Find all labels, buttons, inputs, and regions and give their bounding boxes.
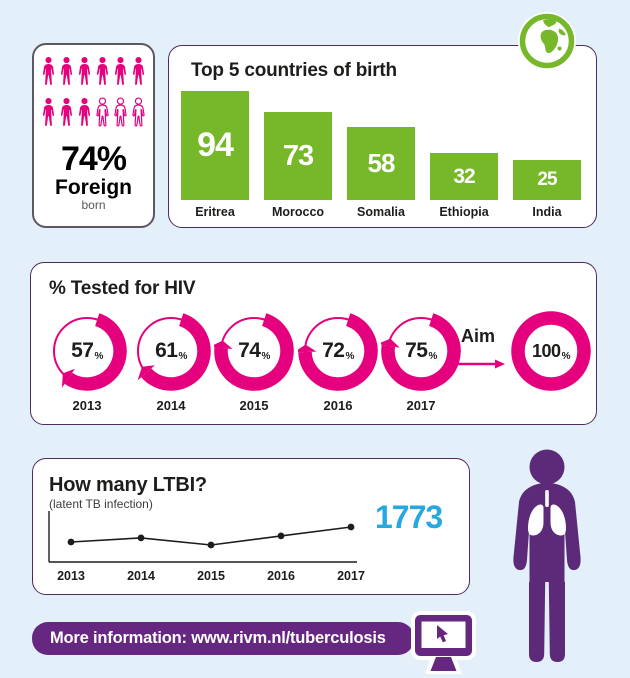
donut-value: 72 %: [322, 339, 354, 362]
footer-link-text[interactable]: More information: www.rivm.nl/tuberculosis: [50, 629, 386, 647]
x-tick-label: 2015: [197, 569, 225, 583]
x-tick-label: 2014: [127, 569, 155, 583]
hiv-chart-title: % Tested for HIV: [49, 278, 196, 299]
donut-item: [214, 311, 294, 413]
line-point: [208, 542, 215, 549]
donut-value: 74 %: [238, 339, 270, 362]
foreign-born-percent: 74%: [60, 140, 127, 178]
donut-item: [47, 311, 127, 413]
person-pictogram-icon: [76, 52, 93, 92]
donut-year-label: 2016: [323, 398, 353, 413]
bar: 32: [430, 153, 498, 200]
globe-icon: [518, 12, 576, 70]
ltbi-chart-title: How many LTBI?: [49, 474, 207, 496]
person-pictogram-icon: [112, 52, 129, 92]
countries-chart-title: Top 5 countries of birth: [191, 60, 397, 81]
bar-column: [347, 127, 415, 222]
foreign-born-sublabel: born: [81, 198, 106, 213]
line-point: [138, 535, 145, 542]
person-pictogram-icon: [112, 93, 129, 133]
donut-value: 61 %: [155, 339, 187, 362]
bar-column: [181, 91, 249, 222]
countries-bar-chart: [181, 91, 581, 222]
bar: 73: [264, 112, 332, 200]
foreign-born-card: [32, 43, 155, 228]
donut-item: [131, 311, 211, 413]
person-pictogram-icon: [58, 52, 75, 92]
person-pictogram-icon: [40, 52, 57, 92]
line-point: [68, 539, 75, 546]
aim-label: Aim: [460, 326, 495, 346]
hiv-tested-card: [30, 262, 597, 425]
bar-category-label: Ethiopia: [439, 205, 489, 219]
ltbi-chart-subtitle: (latent TB infection): [49, 497, 153, 511]
person-pictogram-icon: [76, 93, 93, 133]
foreign-born-label: Foreign: [55, 176, 132, 199]
person-pictogram-icon: [40, 93, 57, 133]
line-point: [278, 533, 285, 540]
aim-block: [443, 326, 513, 374]
countries-of-birth-card: [168, 45, 597, 228]
donut-value: 57 %: [71, 339, 103, 362]
x-tick-label: 2017: [337, 569, 365, 583]
x-tick-label: 2013: [57, 569, 85, 583]
bar-column: [430, 153, 498, 222]
x-tick-label: 2016: [267, 569, 295, 583]
aim-donut-value: 100 %: [532, 340, 570, 362]
bar-column: [264, 112, 332, 222]
foreign-born-pictogram: [34, 45, 153, 133]
person-pictogram-icon: [94, 52, 111, 92]
person-pictogram-icon: [130, 52, 147, 92]
ltbi-card: [32, 458, 470, 595]
bar-category-label: Eritrea: [195, 205, 235, 219]
ltbi-highlight-value: 1773: [375, 499, 443, 535]
bar-category-label: Morocco: [271, 205, 325, 219]
line-point: [348, 524, 355, 531]
bar-category-label: Somalia: [357, 205, 405, 219]
arrow-right-icon: [450, 359, 506, 369]
person-pictogram-icon: [58, 93, 75, 133]
monitor-cursor-icon: [411, 611, 477, 677]
bar: 25: [513, 160, 581, 200]
footer-banner[interactable]: [32, 622, 414, 655]
donut-year-label: 2017: [406, 398, 436, 413]
person-silhouette-with-lungs: [502, 448, 594, 670]
bar-column: [513, 160, 581, 222]
donut-item: [298, 311, 378, 413]
donut-value: 75 %: [405, 339, 437, 362]
bar: 58: [347, 127, 415, 200]
bar-category-label: India: [532, 205, 562, 219]
person-pictogram-icon: [130, 93, 147, 133]
donut-year-label: 2014: [156, 398, 186, 413]
aim-donut-item: [511, 311, 591, 391]
bar: 94: [181, 91, 249, 200]
donut-year-label: 2013: [72, 398, 102, 413]
person-pictogram-icon: [94, 93, 111, 133]
donut-year-label: 2015: [239, 398, 269, 413]
